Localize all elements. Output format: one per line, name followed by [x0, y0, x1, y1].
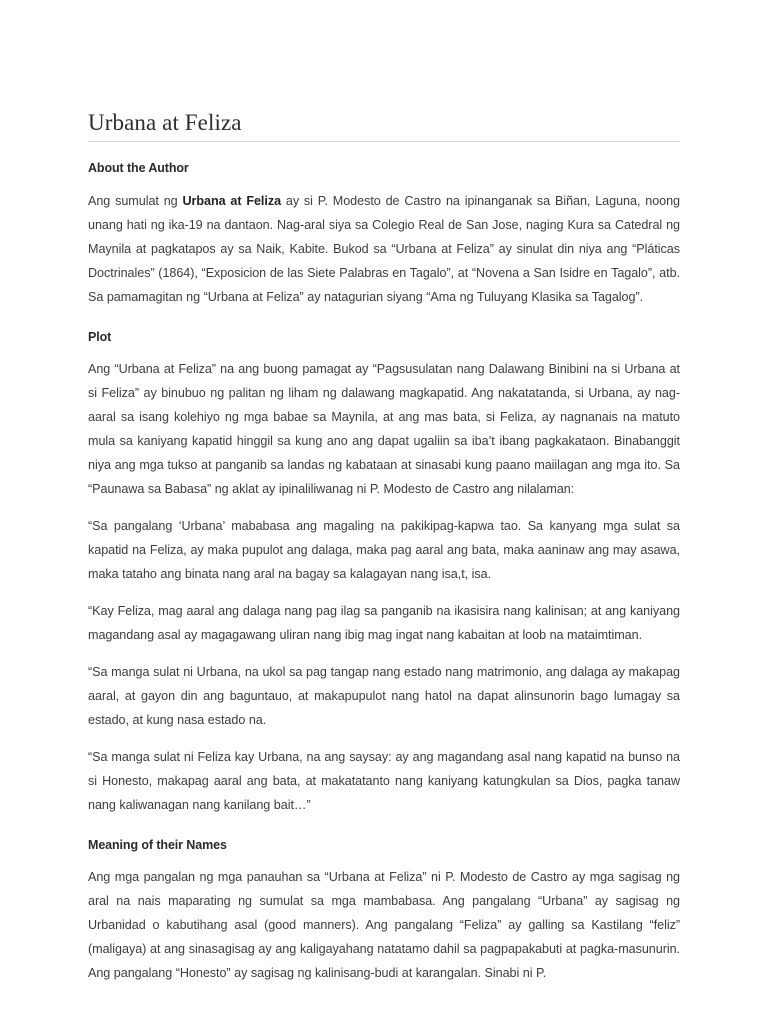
paragraph-plot-summary: Ang “Urbana at Feliza” na ang buong pamagat ay “Pagsusulatan nang Dalawang Binibini na si Urbana at si Feliza” ay binubuo ng palitan ng liham ng dalawang magkapatid. Ang nakatatanda, si Urbana, ay nag-aaral sa isang kolehiyo ng mga babae sa Maynila, at ang mas bata, si Feliza, ay nagnanais na matuto mula sa kaniyang kapatid hinggil sa kung ano ang dapat ugaliin sa iba’t ibang pagkakataon. Binabanggit niya ang mga tukso at panganib sa landas ng kabataan at sinasabi kung paano maiilagan ang mga ito. Sa “Paunawa sa Babasa” ng aklat ay ipinaliliwanag ni P. Modesto de Castro ang nilalaman: [88, 361, 680, 496]
paragraph-quote-feliza: “Kay Feliza, mag aaral ang dalaga nang pag ilag sa panganib na ikasisira nang kalinisan; at ang kaniyang magandang asal ay magagawang uliran nang ibig mag ingat nang kabaitan at loob na mataimtiman. [88, 603, 680, 642]
paragraph-quote-sulat-feliza: “Sa manga sulat ni Feliza kay Urbana, na ang saysay: ay ang magandang asal nang kapatid na bunso na si Honesto, makapag aaral ang bata, at makatatanto nang kaniyang katungkulan sa Dios, pagka tanaw nang kaliwanagan nang kanilang bait…” [88, 749, 680, 812]
page-title: Urbana at Feliza [88, 110, 242, 135]
paragraph-meaning-of-names: Ang mga pangalan ng mga panauhan sa “Urbana at Feliza” ni P. Modesto de Castro ay mga sagisag ng aral na nais maparating ng sumulat sa mga mambabasa. Ang pangalang “Urbana” ay sagisag ng Urbanidad o kabutihang asal (good manners). Ang pangalang “Feliza” ay galling sa Kastilang “feliz” (maligaya) at ang sinasagisag ay ang kaligayahang natatamo dahil sa pagpapakabuti at pagka-masunurin. Ang pangalang “Honesto” ay sagisag ng kalinisang-budi at karangalan. Sinabi ni P. [88, 870, 680, 981]
paragraph-lead-text: Ang sumulat ng [88, 193, 183, 208]
title-divider [88, 141, 680, 142]
inline-book-title: Urbana at Feliza [182, 193, 282, 208]
paragraph-about-author [88, 189, 680, 309]
section-heading-meaning-of-their-names: Meaning of their Names [88, 837, 227, 852]
paragraph-quote-urbana: “Sa pangalang ‘Urbana’ mababasa ang magaling na pakikipag-kapwa tao. Sa kanyang mga sulat sa kapatid na Feliza, ay maka pupulot ang dalaga, maka pag aaral ang bata, maka aaninaw ang may asawa, maka tataho ang binata nang aral na bagay sa kalagayan nang isa,t, isa. [88, 518, 680, 581]
section-heading-about-the-author: About the Author [88, 161, 189, 176]
paragraph-quote-sulat-urbana: “Sa manga sulat ni Urbana, na ukol sa pag tangap nang estado nang matrimonio, ang dalaga ay makapag aaral, at gayon din ang baguntauo, at makapupulot nang hatol na dapat alinsunorin bago lumagay sa estado, at kung nasa estado na. [88, 664, 680, 727]
section-heading-plot: Plot [88, 329, 112, 344]
paragraph-rest-text: ay si P. Modesto de Castro na ipinanganak sa Biñan, Laguna, noong unang hati ng ika-19 na dantaon. Nag-aral siya sa Colegio Real de San Jose, naging Kura sa Catedral ng Maynila at pagkatapos ay sa Naik, Kabite. Bukod sa “Urbana at Feliza” ay sinulat din niya ang “Pláticas Doctrinales” (1864), “Exposicion de las Siete Palabras en Tagalo”, at “Novena a San Isidre en Tagalo”, atb. Sa pamamagitan ng “Urbana at Feliza” ay natagurian siyang “Ama ng Tuluyang Klasika sa Tagalog”. [88, 193, 681, 304]
